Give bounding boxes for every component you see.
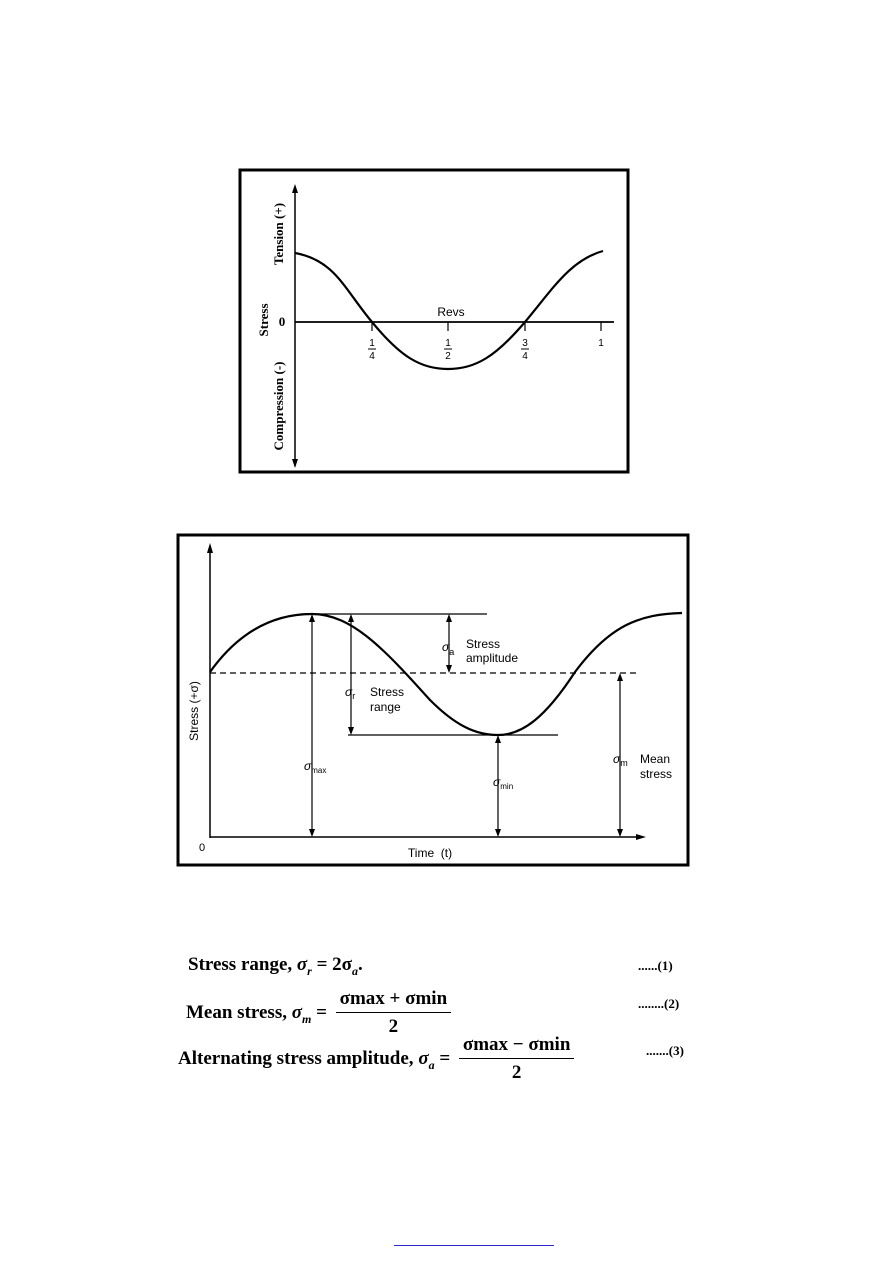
- figure-2-mean-stress-line1: Mean: [640, 752, 671, 766]
- eq3-label: Alternating stress amplitude,: [178, 1048, 419, 1069]
- eq2-lhs-sub: m: [301, 1012, 312, 1027]
- figure-2-stress-range-line2: range: [370, 700, 401, 714]
- eq1-label: Stress range,: [188, 954, 297, 975]
- figure-1-zero-label: 0: [278, 314, 286, 329]
- eq3-fraction: [459, 1034, 575, 1084]
- tick-label-num: 1: [369, 338, 375, 349]
- eq2-equals: =: [311, 1002, 332, 1023]
- tick-label-num: 1: [598, 338, 604, 349]
- eq3-lhs-sub: a: [428, 1058, 435, 1073]
- tick-label-den: 4: [522, 351, 528, 362]
- figure-2-stress-amplitude-line1: Stress: [466, 637, 501, 651]
- tick-label-den: 2: [445, 351, 451, 362]
- figure-2-sigma-r-label: $\sigma_r$: [345, 685, 356, 701]
- eq2-numerator: σmax + σmin: [336, 988, 452, 1013]
- figure-2-y-axis-label: Stress (+σ): [187, 681, 201, 741]
- figure-2-mean-stress-line2: stress: [640, 767, 673, 781]
- figure-2-stress-amplitude-line2: amplitude: [466, 651, 519, 665]
- eq2-lhs-symbol: σ: [291, 1002, 302, 1023]
- figure-1-revs-label: Revs: [437, 305, 465, 319]
- eq1-rhs: = 2σ: [311, 954, 352, 975]
- eq3-numerator: σmax − σmin: [459, 1034, 575, 1059]
- tick-label-num: 3: [522, 338, 528, 349]
- eq1-tail: .: [357, 954, 363, 975]
- equation-2: [186, 988, 451, 1038]
- figure-2-sigma-min-label: $\sigma_{min}$: [493, 775, 514, 791]
- eq2-denominator: 2: [388, 1016, 399, 1037]
- eq3-denominator: 2: [511, 1062, 522, 1083]
- figure-2-x-axis-label: Time (t): [407, 846, 453, 860]
- eq1-rhs-sub: a: [351, 963, 358, 978]
- figure-2-frame: [178, 535, 688, 865]
- tick-label-den: 4: [369, 351, 375, 362]
- figure-2-origin-label: 0: [198, 842, 206, 854]
- equation-1: [188, 954, 363, 980]
- eq3-lhs-symbol: σ: [418, 1048, 429, 1069]
- figure-2-sigma-a-label: $\sigma_a$: [442, 640, 455, 657]
- figure-2-stress-curve: [210, 613, 682, 735]
- footer-link[interactable]: [394, 1245, 554, 1246]
- figure-2-y-arrow: [207, 543, 213, 553]
- equation-3: [178, 1034, 574, 1084]
- eq2-label: Mean stress,: [186, 1002, 292, 1023]
- figure-1-stress-label: Stress: [256, 303, 271, 337]
- figure-2-stress-range-line1: Stress: [370, 685, 405, 699]
- eq1-lhs-symbol: σ: [296, 954, 308, 975]
- tick-label-num: 1: [445, 338, 451, 349]
- figure-1-compression-label: Compression (-): [271, 361, 286, 451]
- eq2-fraction: [336, 988, 452, 1038]
- eq3-number: .......(3): [646, 1043, 684, 1058]
- eq1-number: ......(1): [638, 958, 673, 973]
- eq3-equals: =: [434, 1048, 455, 1069]
- eq2-number: ........(2): [638, 996, 680, 1011]
- eq1-lhs-sub: r: [307, 963, 312, 978]
- figure-2-x-arrow: [636, 834, 646, 840]
- figure-2-sigma-m-label: $\sigma_m$: [613, 752, 628, 768]
- figure-1-tension-label: Tension (+): [271, 202, 286, 266]
- figure-2-sigma-max-label: $\sigma_{max}$: [304, 759, 327, 775]
